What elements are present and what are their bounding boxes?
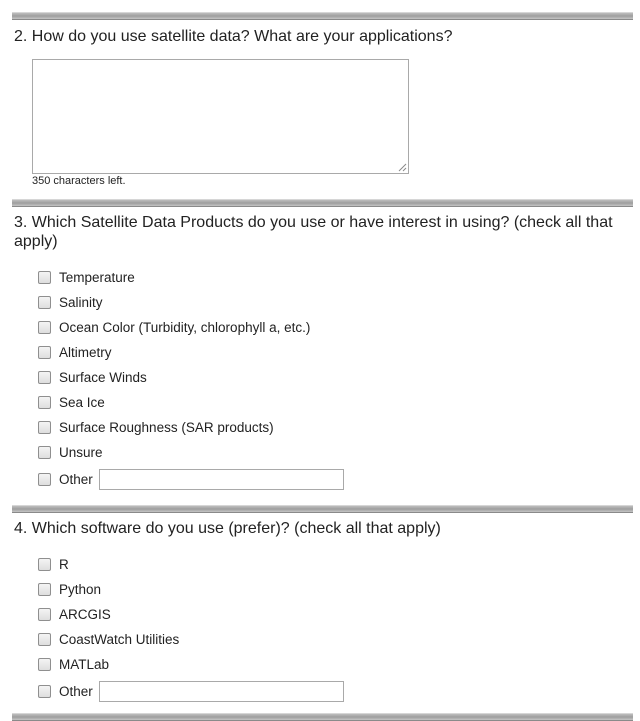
option-label: Other xyxy=(59,683,93,699)
option-surface-roughness[interactable] xyxy=(38,417,274,437)
option-label: Unsure xyxy=(59,444,103,460)
altimetry-checkbox[interactable] xyxy=(38,346,51,359)
option-surface-winds[interactable] xyxy=(38,367,147,387)
surface-roughness-checkbox[interactable] xyxy=(38,421,51,434)
section-divider-2 xyxy=(12,199,633,207)
option-label: Surface Roughness (SAR products) xyxy=(59,419,274,435)
option-label: Other xyxy=(59,471,93,487)
question-3-label: 3. Which Satellite Data Products do you use or have interest in using? (check all that apply) xyxy=(14,214,613,250)
sea-ice-checkbox[interactable] xyxy=(38,396,51,409)
surface-winds-checkbox[interactable] xyxy=(38,371,51,384)
python-checkbox[interactable] xyxy=(38,583,51,596)
option-label: Surface Winds xyxy=(59,369,147,385)
resize-grip-icon[interactable] xyxy=(398,163,407,172)
option-ocean-color[interactable] xyxy=(38,317,310,337)
option-sea-ice[interactable] xyxy=(38,392,105,412)
section-divider-3 xyxy=(12,505,633,513)
option-temperature[interactable] xyxy=(38,267,135,287)
option-other-products[interactable] xyxy=(38,469,93,489)
salinity-checkbox[interactable] xyxy=(38,296,51,309)
option-label: ARCGIS xyxy=(59,606,111,622)
option-label: Salinity xyxy=(59,294,103,310)
option-label: MATLab xyxy=(59,656,110,672)
other-products-checkbox[interactable] xyxy=(38,473,51,486)
option-label: Sea Ice xyxy=(59,394,105,410)
other-software-checkbox[interactable] xyxy=(38,685,51,698)
option-r[interactable] xyxy=(38,554,69,574)
option-label: Altimetry xyxy=(59,344,112,360)
other-software-input[interactable] xyxy=(99,681,344,702)
matlab-checkbox[interactable] xyxy=(38,658,51,671)
option-label: CoastWatch Utilities xyxy=(59,631,180,647)
ocean-color-checkbox[interactable] xyxy=(38,321,51,334)
characters-left-counter: 350 characters left. xyxy=(32,175,126,187)
applications-textarea[interactable] xyxy=(32,59,409,174)
other-products-input[interactable] xyxy=(99,469,344,490)
option-arcgis[interactable] xyxy=(38,604,111,624)
option-salinity[interactable] xyxy=(38,292,103,312)
option-python[interactable] xyxy=(38,579,101,599)
option-label: R xyxy=(59,556,69,572)
option-label: Ocean Color (Turbidity, chlorophyll a, etc.) xyxy=(59,319,311,335)
temperature-checkbox[interactable] xyxy=(38,271,51,284)
coastwatch-checkbox[interactable] xyxy=(38,633,51,646)
option-label: Temperature xyxy=(59,269,135,285)
section-divider-top xyxy=(12,12,633,20)
option-altimetry[interactable] xyxy=(38,342,112,362)
question-4-label: 4. Which software do you use (prefer)? (check all that apply) xyxy=(14,520,441,537)
arcgis-checkbox[interactable] xyxy=(38,608,51,621)
option-label: Python xyxy=(59,581,102,597)
option-coastwatch[interactable] xyxy=(38,629,179,649)
r-checkbox[interactable] xyxy=(38,558,51,571)
option-unsure[interactable] xyxy=(38,442,103,462)
question-2-label: 2. How do you use satellite data? What are your applications? xyxy=(14,28,453,45)
unsure-checkbox[interactable] xyxy=(38,446,51,459)
option-other-software[interactable] xyxy=(38,681,93,701)
option-matlab[interactable] xyxy=(38,654,109,674)
